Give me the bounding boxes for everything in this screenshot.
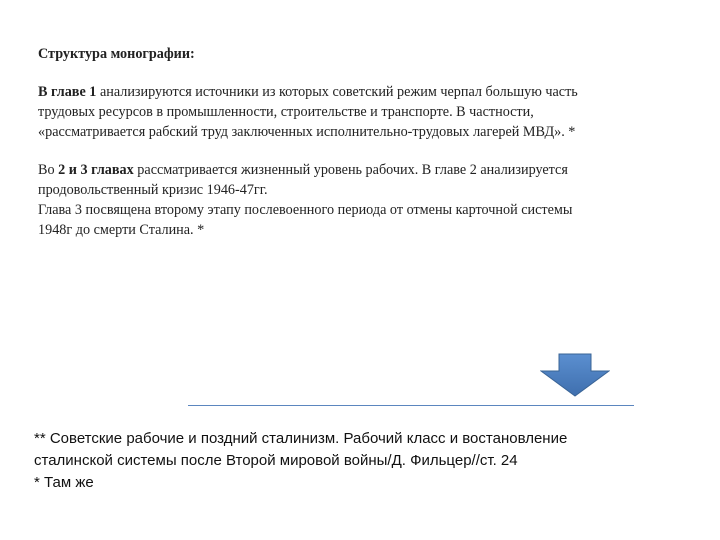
paragraph-chapter-1 <box>38 82 678 142</box>
para2-lead: 2 и 3 главах <box>58 162 134 178</box>
footnote-line-1: ** Советские рабочие и поздний сталинизм. Рабочий класс и востановление <box>34 430 568 447</box>
footnotes <box>34 428 694 494</box>
main-text <box>38 44 678 258</box>
para1-line-1 <box>38 82 678 102</box>
para1-line-3: «рассматривается рабский труд заключенных исполнительно-трудовых лагерей МВД». * <box>38 124 576 140</box>
para2-line-2: продовольственный кризис 1946-47гг. <box>38 182 268 198</box>
para2-line-3: Глава 3 посвящена второму этапу послевоенного периода от отмены карточной системы <box>38 202 573 218</box>
para2-line-1-text: рассматривается жизненный уровень рабочих. В главе 2 анализируется <box>133 162 568 178</box>
para2-lead-pre: Во <box>38 162 59 178</box>
divider-line <box>188 405 634 406</box>
arrow-shape <box>541 354 609 396</box>
heading: Структура монографии: <box>38 46 195 62</box>
para2-line-1 <box>38 160 678 180</box>
para1-lead: В главе 1 <box>38 84 97 100</box>
down-arrow-icon[interactable] <box>540 353 610 397</box>
para2-line-4: 1948г до смерти Сталина. * <box>38 222 205 238</box>
footnote-line-2: сталинской системы после Второй мировой войны/Д. Фильцер//ст. 24 <box>34 452 518 469</box>
para1-line-1-text: анализируются источники из которых советский режим черпал большую часть <box>96 84 578 100</box>
footnote-line-3: * Там же <box>34 474 94 491</box>
para1-line-2: трудовых ресурсов в промышленности, строительстве и транспорте. В частности, <box>38 104 534 120</box>
paragraph-chapters-2-3 <box>38 160 678 240</box>
